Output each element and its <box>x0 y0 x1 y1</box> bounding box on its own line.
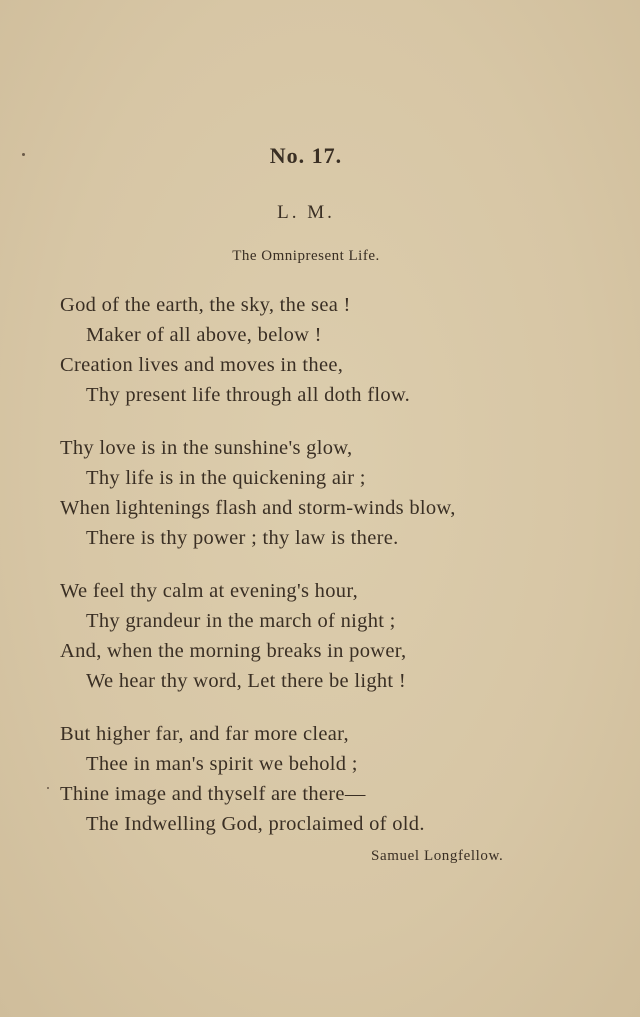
verse-line: Maker of all above, below ! <box>86 324 322 346</box>
verse-line: Thy present life through all doth flow. <box>86 384 411 406</box>
stanza-2 <box>60 433 620 553</box>
stanza-3 <box>60 576 620 696</box>
verse-line: God of the earth, the sky, the sea ! <box>60 294 351 316</box>
verse-line: Thine image and thyself are there— <box>60 783 366 805</box>
hymn-meter: L. M. <box>277 202 335 223</box>
verse-line: When lightenings flash and storm-winds blow, <box>60 497 456 519</box>
hymn-title: The Omnipresent Life. <box>232 248 380 264</box>
author-attribution: Samuel Longfellow. <box>371 848 504 864</box>
verse-line: Creation lives and moves in thee, <box>60 354 344 376</box>
stanza-1 <box>60 290 620 410</box>
paper-speck <box>47 787 49 789</box>
verse-line: Thee in man's spirit we behold ; <box>86 753 358 775</box>
stanza-4 <box>60 719 620 839</box>
verse-line: We feel thy calm at evening's hour, <box>60 580 359 602</box>
verse-line: Thy grandeur in the march of night ; <box>86 610 396 632</box>
hymn-number: No. 17. <box>269 143 343 168</box>
verse-line: There is thy power ; thy law is there. <box>86 527 399 549</box>
verse-line: And, when the morning breaks in power, <box>60 640 407 662</box>
verse-line: But higher far, and far more clear, <box>60 723 349 745</box>
verse-line: Thy life is in the quickening air ; <box>86 467 366 489</box>
verse-line: We hear thy word, Let there be light ! <box>86 670 406 692</box>
verse-line: Thy love is in the sunshine's glow, <box>60 437 353 459</box>
verse-line: The Indwelling God, proclaimed of old. <box>86 813 425 835</box>
